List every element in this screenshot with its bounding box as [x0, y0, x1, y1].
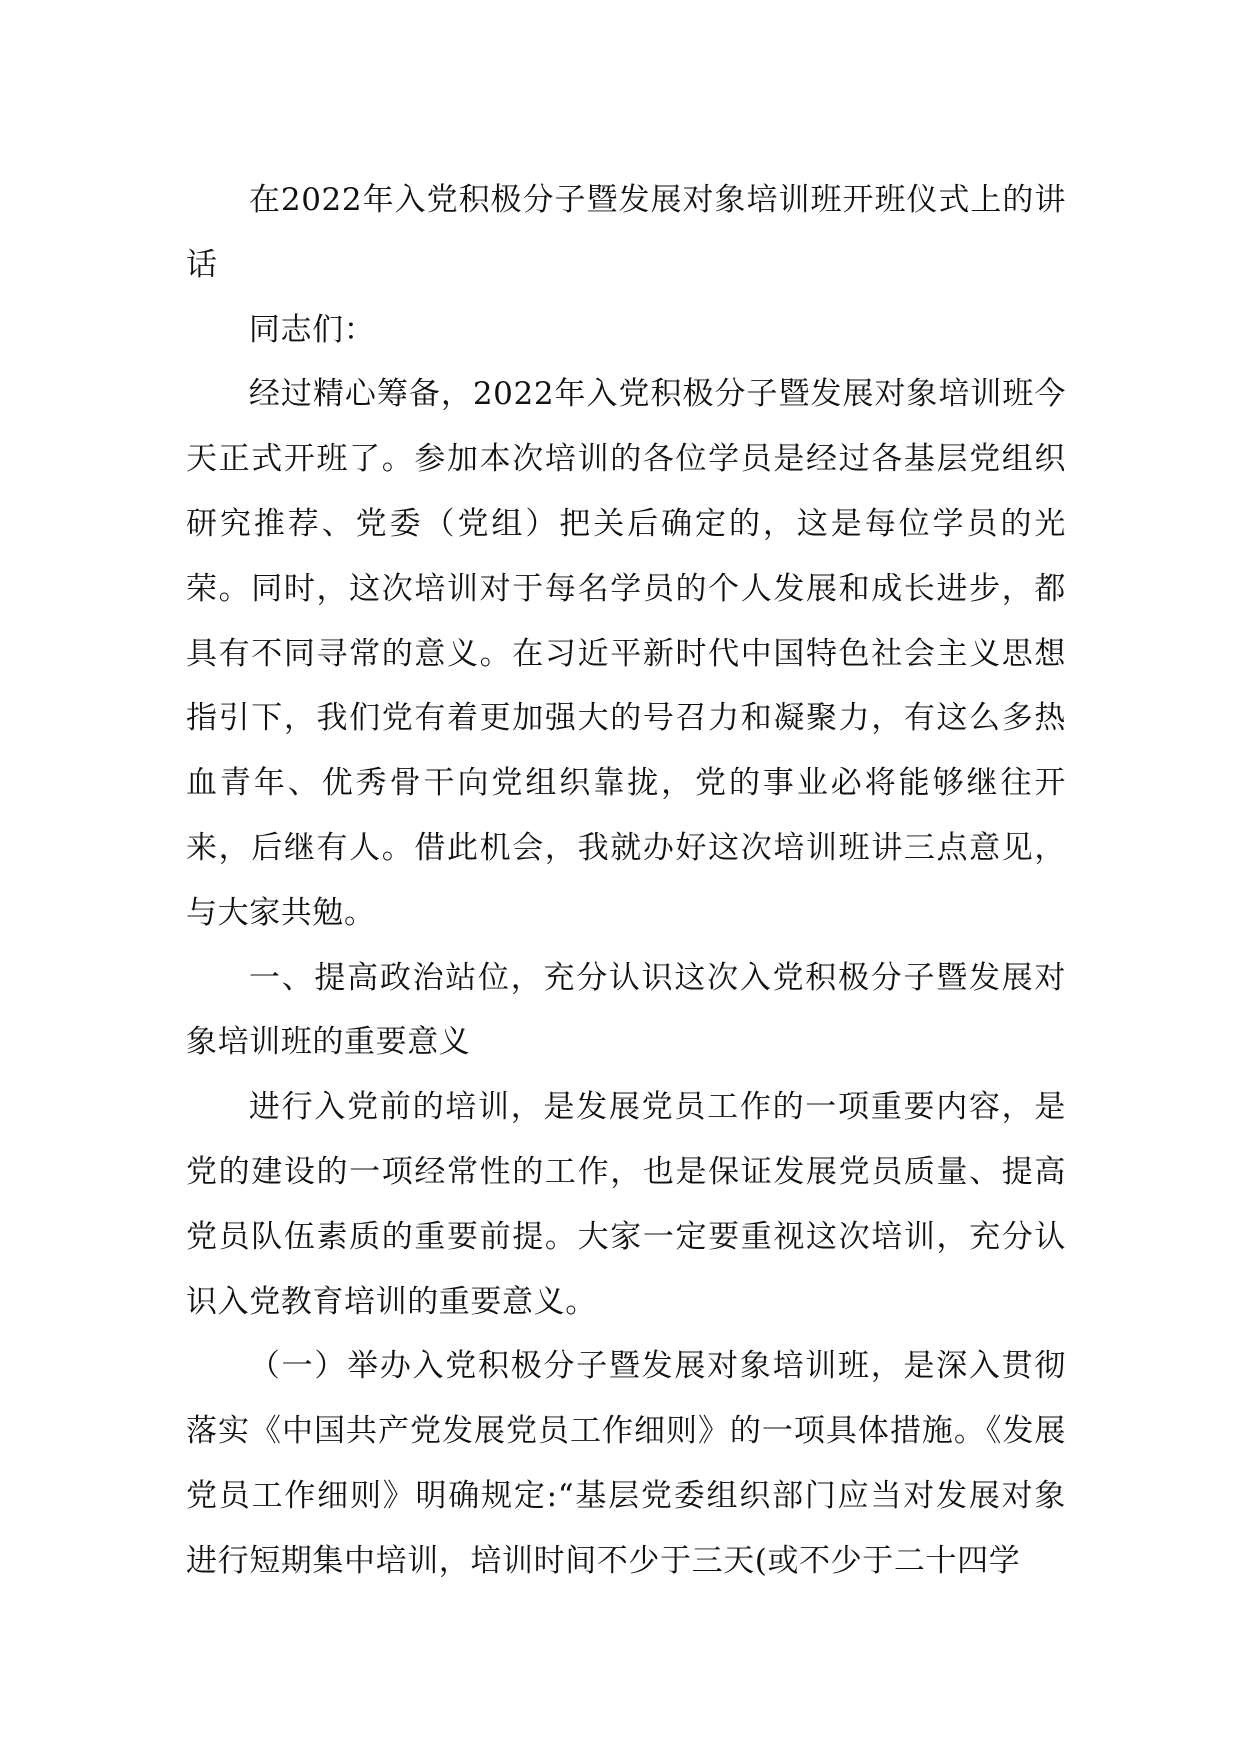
document-title: 在2022年入党积极分子暨发展对象培训班开班仪式上的讲话 [186, 182, 1066, 283]
paragraph-subsection-1: （一）举办入党积极分子暨发展对象培训班，是深入贯彻落实《中国共产党发展党员工作细则》的一项具体措施。《发展党员工作细则》明确规定:“基层党委组织部门应当对发展对象进行短期集中培训，培训时间不少于三天(或不少于二十四学 [186, 1348, 1066, 1579]
document-body [186, 168, 1066, 1594]
salutation: 同志们： [248, 311, 376, 348]
paragraph-section-1-intro: 进行入党前的培训，是发展党员工作的一项重要内容，是党的建设的一项经常性的工作，也是保证发展党员质量、提高党员队伍素质的重要前提。大家一定要重视这次培训，充分认识入党教育培训的重要意义。 [186, 1089, 1066, 1320]
section-heading-1: 一、提高政治站位，充分认识这次入党积极分子暨发展对象培训班的重要意义 [186, 959, 1066, 1061]
paragraph-opening: 经过精心筹备，2022年入党积极分子暨发展对象培训班今天正式开班了。参加本次培训的各位学员是经过各基层党组织研究推荐、党委（党组）把关后确定的，这是每位学员的光荣。同时，这次培训对于每名学员的个人发展和成长进步，都具有不同寻常的意义。在习近平新时代中国特色社会主义思想指引下，我们党有着更加强大的号召力和凝聚力，有这么多热血青年、优秀骨干向党组织靠拢，党的事业必将能够继往开来，后继有人。借此机会，我就办好这次培训班讲三点意见，与大家共勉。 [186, 376, 1066, 931]
